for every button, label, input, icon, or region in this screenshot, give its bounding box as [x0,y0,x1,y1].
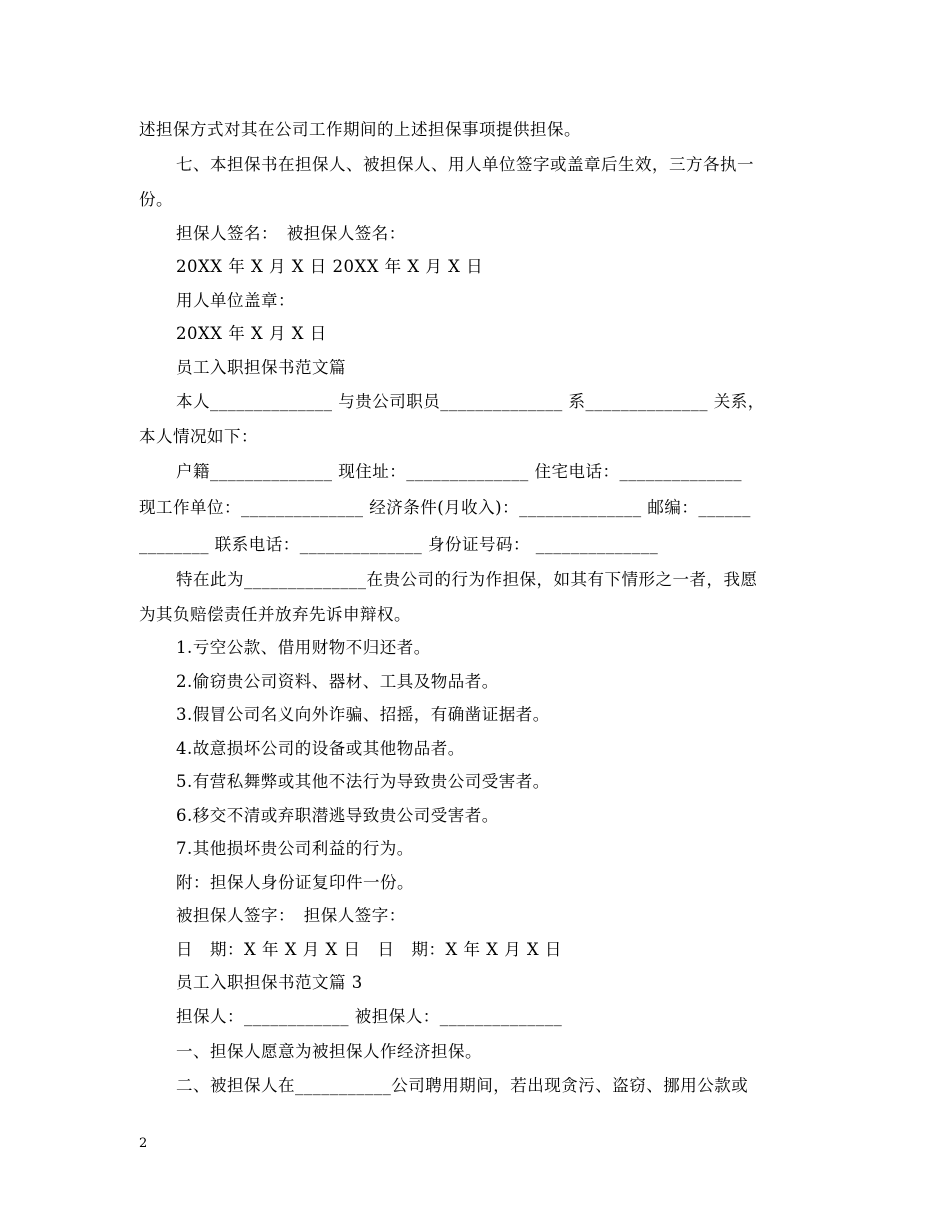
list-item: 7.其他损坏贵公司利益的行为。 [176,839,414,858]
list-item: 6.移交不清或弃职潜逃导致贵公司受害者。 [176,806,499,825]
text-line: 担保人签名： 被担保人签名： [176,224,406,243]
text-line: 现工作单位：______________ 经济条件(月收入)：______________ 邮编：______ [139,498,751,517]
text-line: 被担保人签字： 担保人签字： [176,906,406,925]
text-line: 二、被担保人在___________公司聘用期间，若出现贪污、盗窃、挪用公款或 [176,1076,749,1095]
list-item: 1.亏空公款、借用财物不归还者。 [176,638,431,657]
text-line: ________ 联系电话：______________ 身份证号码： ______________ [139,535,659,554]
text-line: 户籍______________ 现住址：______________ 住宅电话：______________ [176,462,742,481]
list-item: 4.故意损坏公司的设备或其他物品者。 [176,739,465,758]
text-line: 份。 [139,190,173,209]
text-line: 本人情况如下： [139,427,258,446]
section-heading: 员工入职担保书范文篇 [176,358,346,377]
list-item: 2.偷窃贵公司资料、器材、工具及物品者。 [176,672,499,691]
text-line: 特在此为______________在贵公司的行为作担保，如其有下情形之一者，我愿 [176,570,758,589]
list-item: 3.假冒公司名义向外诈骗、招摇，有确凿证据者。 [176,705,550,724]
text-line: 担保人：____________ 被担保人：______________ [176,1007,563,1026]
text-line: 本人______________ 与贵公司职员______________ 系______________ 关系， [176,392,765,411]
list-item: 5.有营私舞弊或其他不法行为导致贵公司受害者。 [176,772,550,791]
text-line: 一、担保人愿意为被担保人作经济担保。 [176,1042,482,1061]
section-heading: 员工入职担保书范文篇 3 [176,973,363,992]
text-line: 述担保方式对其在公司工作期间的上述担保事项提供担保。 [139,120,581,139]
text-line: 为其负赔偿责任并放弃先诉申辩权。 [139,605,411,624]
text-line: 20XX 年 X 月 X 日 20XX 年 X 月 X 日 [176,257,484,276]
text-line: 用人单位盖章： [176,291,295,310]
text-line: 20XX 年 X 月 X 日 [176,324,327,343]
text-line: 附：担保人身份证复印件一份。 [176,873,414,892]
page-number: 2 [139,1136,148,1151]
text-line: 日 期：X 年 X 月 X 日 日 期：X 年 X 月 X 日 [176,940,562,959]
text-line: 七、本担保书在担保人、被担保人、用人单位签字或盖章后生效，三方各执一 [176,155,754,174]
